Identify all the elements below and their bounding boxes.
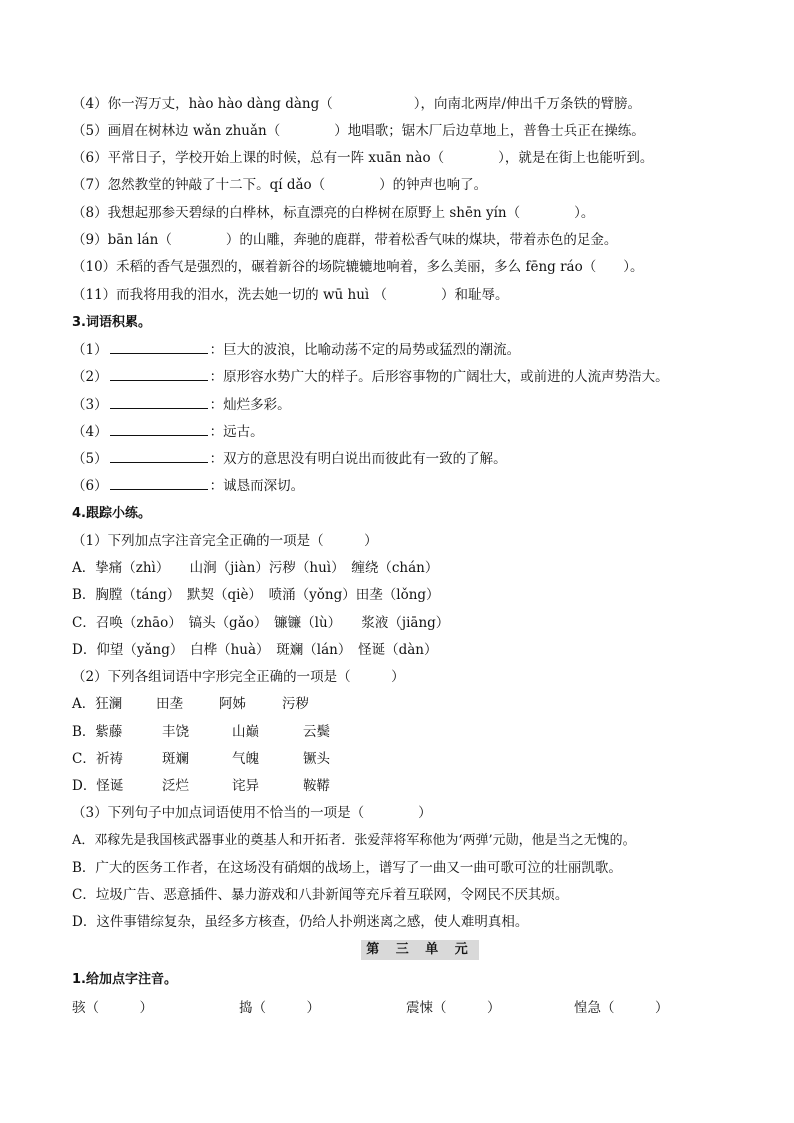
question-1: （1）下列加点字注音完全正确的一项是（ ） [72,533,378,549]
word: 丰饶 [162,724,189,740]
vocab-number: （3） [72,397,108,413]
question-2: （2）下列各组词语中字形完全正确的一项是（ ） [72,669,405,685]
phonetic-item: 骇（ ） [72,1000,153,1016]
word: D．怪诞 [72,778,124,794]
pinyin-item-6: （6）平常日子，学校开始上课的时候，总有一阵 xuān nào（ ），就是在街上也能听到。 [72,150,654,166]
unit-title: 第 三 单 元 [361,940,479,960]
pinyin-item-5: （5）画眉在树林边 wǎn zhuǎn（ ）地唱歌；锯木厂后边草地上，普鲁士兵正在操练。 [72,123,645,139]
answer-blank[interactable] [110,368,208,381]
vocab-definition: ：远古。 [209,424,264,440]
vocab-item [72,395,291,415]
pinyin-item-7: （7）忽然教堂的钟敲了十二下。qí dǎo（ ）的钟声也响了。 [72,177,488,193]
pinyin-item-11: （11）而我将用我的泪水，洗去她一切的 wū huì （ ）和耻辱。 [72,287,509,303]
word: 云鬓 [303,724,330,740]
vocab-item [72,367,669,387]
q1-option-a[interactable]: A．挚痛（zhì） 山涧（jiàn）污秽（huì） 缠绕（chán） [72,560,439,576]
vocab-number: （4） [72,424,108,440]
word: 镢头 [303,751,330,767]
q3-option-c[interactable]: C．垃圾广告、恶意插件、暴力游戏和八卦新闻等充斥着互联网，令网民不厌其烦。 [72,887,569,903]
answer-blank[interactable] [110,450,208,463]
pinyin-item-4: （4）你一泻万丈，hào hào dàng dàng（ ），向南北两岸/伸出千万条铁的臂膀。 [72,96,642,112]
vocab-number: （1） [72,342,108,358]
section-heading-practice: 4.跟踪小练。 [72,506,151,521]
word: 泛烂 [162,778,189,794]
word: 阿姊 [219,696,246,712]
word: 斑斓 [162,751,189,767]
q1-option-b[interactable]: B．胸膛（táng） 默契（qiè） 喷涌（yǒng）田垄（lǒng） [72,587,440,603]
word: 诧异 [232,778,259,794]
word: 田垄 [156,696,183,712]
word: C．祈祷 [72,751,123,767]
vocab-definition: ：双方的意思没有明白说出而彼此有一致的了解。 [209,451,507,467]
question-3: （3）下列句子中加点词语使用不恰当的一项是（ ） [72,805,432,821]
phonetic-item: 惶急（ ） [574,1000,669,1016]
answer-blank[interactable] [110,477,208,490]
answer-blank[interactable] [110,396,208,409]
vocab-number: （5） [72,451,108,467]
answer-blank[interactable] [110,423,208,436]
vocab-item [72,449,507,469]
word: B．紫藤 [72,724,123,740]
word: 气魄 [232,751,259,767]
vocab-item [72,476,304,496]
phonetic-item: 捣（ ） [239,1000,320,1016]
vocab-item [72,422,264,442]
q3-option-a[interactable]: A．邓稼先是我国核武器事业的奠基人和开拓者．张爱萍将军称他为‘两弹’元勋，他是当之无愧的。 [72,833,636,848]
vocab-definition: ：原形容水势广大的样子。后形容事物的广阔壮大，或前进的人流声势浩大。 [209,369,669,385]
phonetic-item: 震悚（ ） [406,1000,501,1016]
q1-option-c[interactable]: C．召唤（zhāo） 镐头（gǎo） 镰镰（lù） 浆液（jiāng） [72,615,450,631]
answer-blank[interactable] [110,341,208,354]
section-heading-phonetic: 1.给加点字注音。 [72,972,177,987]
section-heading-vocabulary: 3.词语积累。 [72,315,151,330]
vocab-definition: ：巨大的波浪，比喻动荡不定的局势或猛烈的潮流。 [209,342,521,358]
word: A．狂澜 [72,696,123,712]
vocab-item [72,340,520,360]
vocab-number: （6） [72,478,108,494]
word: 鞍鞯 [303,778,330,794]
pinyin-item-9: （9）bān lán（ ）的山雕，奔驰的鹿群，带着松香气味的煤块，带着赤色的足金。 [72,232,618,248]
word: 山巅 [232,724,259,740]
vocab-definition: ：灿烂多彩。 [209,397,291,413]
pinyin-item-8: （8）我想起那参天碧绿的白桦林，标直漂亮的白桦树在原野上 shēn yín（ ）。 [72,205,595,221]
q1-option-d[interactable]: D．仰望（yǎng） 白桦（huà） 斑斓（lán） 怪诞（dàn） [72,642,438,658]
vocab-number: （2） [72,369,108,385]
vocab-definition: ：诚恳而深切。 [209,478,305,494]
q3-option-d[interactable]: D．这件事错综复杂，虽经多方核查，仍给人扑朔迷离之感，使人难明真相。 [72,914,529,930]
q3-option-b[interactable]: B．广大的医务工作者，在这场没有硝烟的战场上，谱写了一曲又一曲可歌可泣的壮丽凯歌。 [72,860,622,876]
pinyin-item-10: （10）禾稻的香气是强烈的，碾着新谷的场院辘辘地响着，多么美丽，多么 fēng ráo（ ）。 [72,259,644,275]
word: 污秽 [282,696,309,712]
